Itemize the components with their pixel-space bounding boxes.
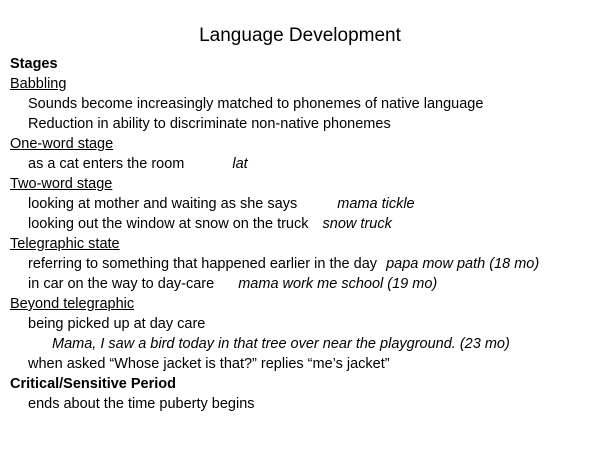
stages-heading: Stages [10,56,58,72]
beyond-point-3: when asked “Whose jacket is that?” replies “me’s jacket” [28,356,390,372]
beyond-point-1: being picked up at day care [28,316,206,332]
critical-point-1: ends about the time puberty begins [28,396,255,412]
slide-title: Language Development [199,25,401,46]
critical-heading: Critical/Sensitive Period [10,376,177,392]
telegraphic-point-2 [10,274,595,294]
telegraphic-point-1-example: papa mow path (18 mo) [386,256,540,272]
one-word-point-1-text: as a cat enters the room [28,156,185,172]
telegraphic-point-1-text: referring to something that happened earlier in the day [28,256,378,272]
beyond-point-2: Mama, I saw a bird today in that tree over near the playground. (23 mo) [52,336,510,352]
two-word-point-2 [10,214,595,234]
one-word-point-1-example: lat [232,156,248,172]
two-word-point-1-text: looking at mother and waiting as she says [28,196,298,212]
one-word-heading: One-word stage [10,136,114,152]
telegraphic-heading: Telegraphic state [10,236,120,252]
babbling-point-2: Reduction in ability to discriminate non-native phonemes [28,116,391,132]
two-word-point-1-example: mama tickle [337,196,415,212]
babbling-point-1: Sounds become increasingly matched to phonemes of native language [28,96,484,112]
two-word-heading: Two-word stage [10,176,113,192]
two-word-point-1 [10,194,595,214]
two-word-point-2-text: looking out the window at snow on the truck [28,216,309,232]
beyond-heading: Beyond telegraphic [10,296,135,312]
babbling-heading: Babbling [10,76,67,92]
slide-content [10,54,595,414]
one-word-point-1 [10,154,595,174]
telegraphic-point-1 [10,254,595,274]
telegraphic-point-2-example: mama work me school (19 mo) [238,276,438,292]
two-word-point-2-example: snow truck [322,216,392,232]
telegraphic-point-2-text: in car on the way to day-care [28,276,215,292]
